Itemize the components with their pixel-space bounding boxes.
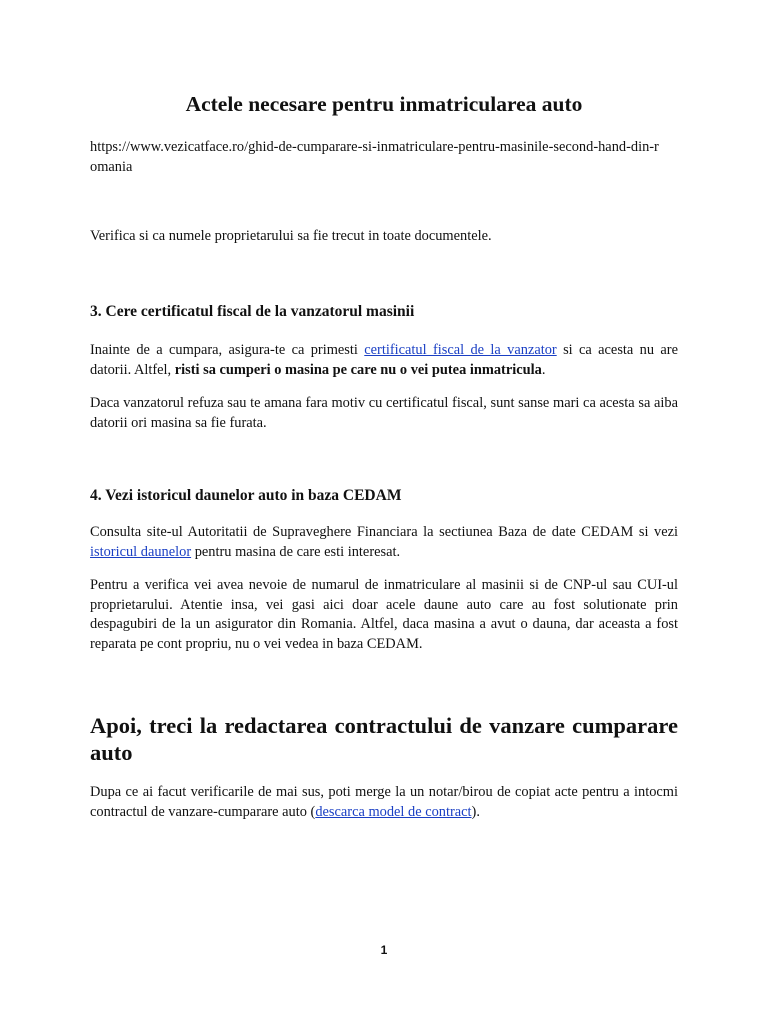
contract-template-link[interactable]: descarca model de contract — [315, 803, 472, 820]
contract-section-paragraph — [90, 783, 678, 822]
text-span: pentru masina de care esti interesat. — [191, 543, 401, 560]
contract-section-heading: Apoi, treci la redactarea contractului de vanzare cumparare auto — [90, 713, 678, 765]
text-span: . — [541, 361, 546, 378]
section-4-heading: 4. Vezi istoricul daunelor auto in baza CEDAM — [90, 487, 402, 504]
section-3-heading: 3. Cere certificatul fiscal de la vanzatorul masinii — [90, 303, 415, 320]
section-4-paragraph-2: Pentru a verifica vei avea nevoie de numarul de inmatriculare al masinii si de CNP-ul sau CUI-ul proprietarului. Atentie insa, vei gasi aici doar acele daune auto care au fost solutionate prin despagubiri de la un asigurator din Romania. Altfel, daca masina a avut o dauna, dar aceasta a fost reparata pe cont propriu, nu o vei vedea in baza CEDAM. — [90, 577, 678, 652]
section-4-paragraph-1 — [90, 523, 678, 562]
text-span: si ca acesta nu are datorii. Altfel, — [90, 342, 678, 378]
verify-owner-paragraph: Verifica si ca numele proprietarului sa fie trecut in toate documentele. — [90, 228, 492, 244]
fiscal-certificate-link[interactable]: certificatul fiscal de la vanzator — [364, 342, 557, 358]
damage-history-link[interactable]: istoricul daunelor — [90, 543, 192, 560]
section-3-paragraph-1 — [90, 341, 678, 380]
source-url-text: https://www.vezicatface.ro/ghid-de-cumparare-si-inmatriculare-pentru-masinile-second-hand-din-romania — [90, 139, 659, 175]
page-number: 1 — [380, 943, 388, 957]
text-span: ). — [471, 803, 480, 820]
section-3-paragraph-2: Daca vanzatorul refuza sau te amana fara motiv cu certificatul fiscal, sunt sanse mari ca acesta sa aiba datorii ori masina sa fie furata. — [90, 395, 678, 431]
text-span: Dupa ce ai facut verificarile de mai sus, poti merge la un notar/birou de copiat acte pentru a intocmi contractul de vanzare-cumparare auto ( — [90, 784, 678, 820]
warning-bold-text: risti sa cumperi o masina pe care nu o vei putea inmatricula — [174, 361, 542, 378]
document-title: Actele necesare pentru inmatricularea auto — [185, 92, 583, 116]
text-span: Inainte de a cumpara, asigura-te ca primesti — [90, 342, 365, 358]
text-span: Consulta site-ul Autoritatii de Supraveghere Financiara la sectiunea Baza de date CEDAM si vezi — [90, 524, 678, 540]
